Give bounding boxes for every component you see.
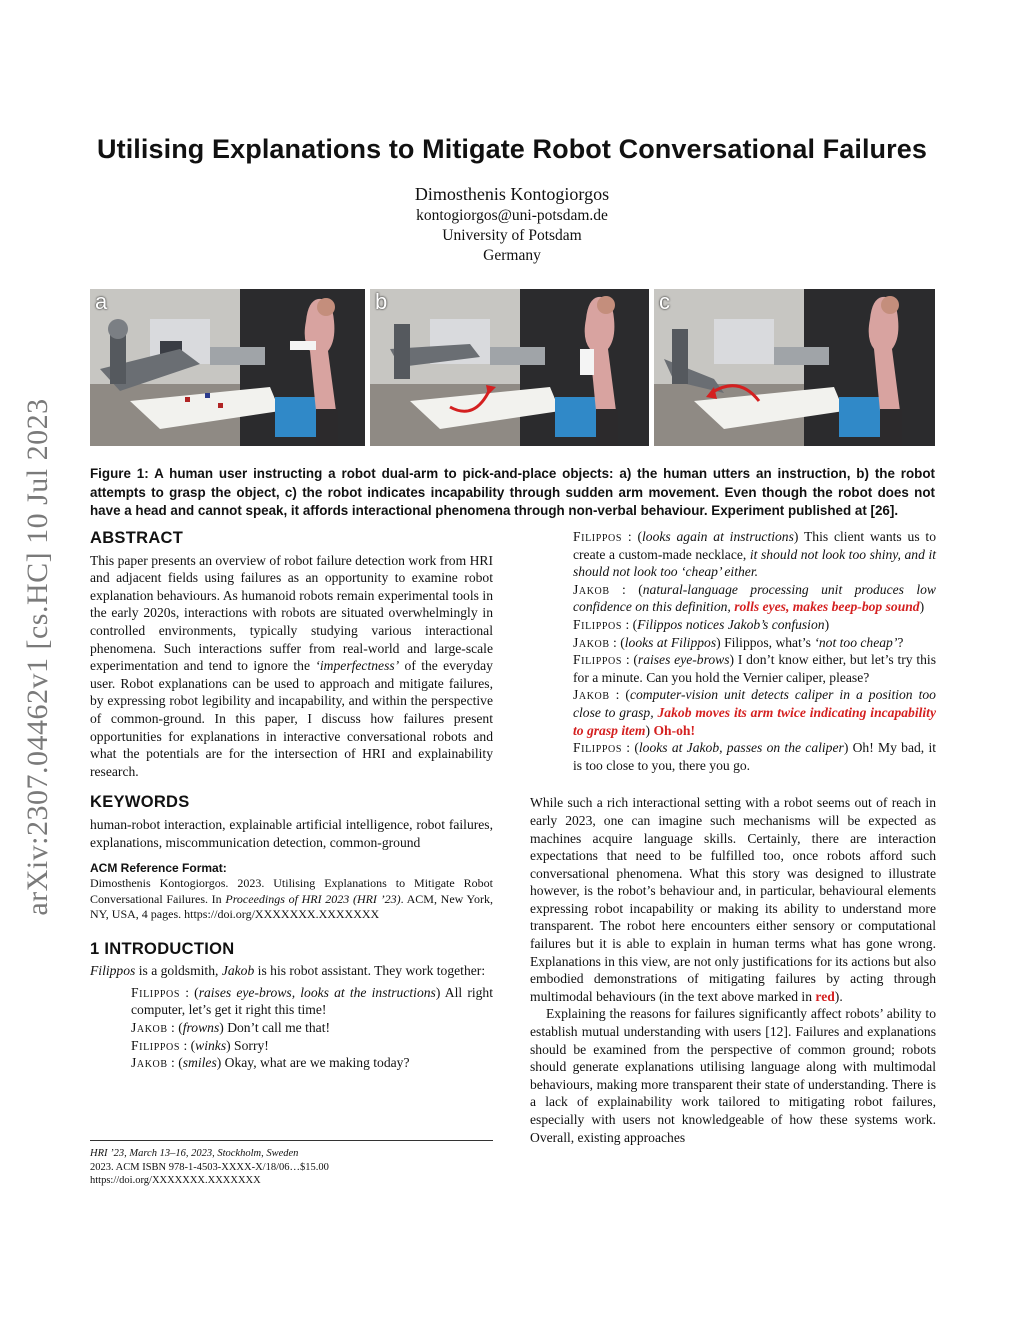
utterance-italic: it should not look too shiny, and it should not look too ‘cheap’ either. [573,546,937,580]
dialogue-line: Filippos : (looks at Jakob, passes on the caliper) Oh! My bad, it is too close to you, there you go. [573,740,937,773]
author-institution: University of Potsdam [442,227,582,244]
speaker-name: Filippos [573,652,623,668]
utterance: This client wants us to create a custom-made necklace, [573,529,936,562]
body-paragraph-1-text: While such a rich interactional setting with a robot seems out of reach in early 2023, one can imagine such mechanisms will be expected as machines acquire language skills. Certainly, there are interaction expectations that need to be fulfilled too, once robots afford such conversational phenomena. What this story was designed to illustrate however, is the robot’s behaviour and, in particular, behavioural elements expressing robot incapability or making its ability to understand more transparent. The robot here encounters either sensory or computational failures but it is able to explain in human terms what has gone wrong. Explanations in this view, are not only justifications for its actions but also embodied demonstrations of mitigating failures by acting through multimodal behaviours (in the text above marked in [530,795,936,1004]
panel-label-a: a [95,289,108,314]
stage-direction: computer-vision unit detects caliper in a position too close to grasp, [573,687,936,720]
dialogue-line: Filippos : (raises eye-brows, looks at the instructions) All right computer, let’s get it right this time! [131,984,494,1018]
footnote-venue [90,1147,493,1161]
speaker-name: Jakob [131,1055,168,1071]
red-highlight: rolls eyes, makes beep-bop sound [734,599,920,615]
utterance: Oh! My bad, it is too close to you, there you go. [573,740,937,773]
abstract-text-part2: of the everyday user. Robot explanations can be used to approach and mitigate failures, by expressing robot legibility and incapability, and within the perspective of common-ground. In this paper, I discuss how failures present opportunities for explanations in interactive conversational robots and what the potentials are for the intersection of HRI and explainability research. [90,658,493,779]
speaker-name: Filippos [131,984,181,1000]
dialogue-line: Jakob : (smiles) Okay, what are we making today? [131,1055,410,1071]
dialogue-line: Jakob : (natural-language processing unit produces low confidence on this definition, rolls eyes, makes beep-bop sound) [573,581,936,615]
speaker-name: Filippos [131,1037,181,1053]
stage-direction: raises eye-brows, looks at the instructions [198,984,436,1000]
red-highlight: Jakob moves its arm twice indicating incapability to grasp item [573,704,936,738]
utterance-end: ? [897,634,904,650]
speaker-name: Filippos [573,740,623,756]
author-email: kontogiorgos@uni-potsdam.de [416,207,608,224]
author-block [300,182,724,266]
footnote [90,1140,493,1188]
intro-name-jakob: Jakob [221,963,255,979]
dialogue-line: Jakob : (computer-vision unit detects caliper in a position too close to grasp, Jakob moves its arm twice indicating incapability to grasp item) Oh-oh! [573,687,936,738]
body-paragraph-1 [530,794,936,1005]
right-column [530,528,936,1146]
paper-title: Utilising Explanations to Mitigate Robot Conversational Failures [97,134,927,164]
intro-text-mid: is a goldsmith, [135,963,222,979]
utterance: Filippos, what’s [720,634,815,650]
keywords-heading: KEYWORDS [90,793,190,812]
dialogue-right [530,528,936,774]
author-name: Dimosthenis Kontogiorgos [414,184,610,204]
stage-direction: raises eye-brows [637,652,730,668]
acm-ref-part2: . ACM, New York, NY, USA, 4 pages. https://doi.org/XXXXXXX.XXXXXXX [90,891,494,922]
stage-direction: smiles [182,1055,217,1071]
figure-1 [90,289,935,446]
abstract-italic: ‘imperfectness’ [315,658,400,674]
acm-ref-italic: Proceedings of HRI 2023 (HRI ’23) [225,891,401,906]
dialogue-line: Jakob : (frowns) Don’t call me that! [131,1019,330,1035]
speaker-name: Jakob [131,1019,168,1035]
dialogue-line: Filippos : (winks) Sorry! [131,1037,269,1053]
body-paragraph-1-end: ). [834,988,843,1004]
panel-c-photo [654,289,935,446]
arxiv-identifier: arXiv:2307.04462v1 [cs.HC] 10 Jul 2023 [21,398,54,916]
footnote-doi: https://doi.org/XXXXXXX.XXXXXXX [90,1175,261,1186]
utterance-italic: ‘not too cheap’ [814,634,898,650]
intro-paragraph [90,962,493,980]
speaker-name: Jakob [573,634,610,650]
speaker-name: Jakob [573,687,610,703]
author-country: Germany [483,247,541,264]
footnote-venue-text: HRI ’23, March 13–16, 2023, Stockholm, Sweden [90,1148,299,1159]
figure-caption: Figure 1: A human user instructing a robot dual-arm to pick-and-place objects: a) the human utters an instruction, b) the robot attempts to grasp the object, c) the robot indicates incapability through sudden arm movement. Even though the robot does not have a head and cannot speak, it affords interactional phenomena through non-verbal behaviour. Experiment published at [26]. [90,466,935,518]
acm-ref-part1: Dimosthenis Kontogiorgos. 2023. Utilising Explanations to Mitigate Robot Conversational Failures. In [90,876,493,906]
panel-label-c: c [659,289,670,314]
stage-direction: looks again at instructions [642,529,794,544]
figure-panel-a [90,289,365,446]
intro-text-end: is his robot assistant. They work together: [254,963,486,979]
body-paragraph-2: Explaining the reasons for failures significantly affect robots’ ability to establish mutual understanding with users [12]. Failures and explanations should be examined from the perspective of common ground; robots should generate explanations utilising language along with multimodal behaviours, making more transparent their state of understanding. There is a lack of explainability work tailored to mitigating robot failures, especially with users not knowledgeable of how these systems work. Overall, existing approaches [530,1006,936,1145]
red-word: red [815,988,835,1004]
red-exclamation: Oh-oh! [653,722,695,738]
panel-label-b: b [375,289,388,314]
speaker-name: Filippos [573,529,623,544]
abstract-text-part1: This paper presents an overview of robot failure detection work from HRI and adjacent fields using failures as an opportunity to examine robot explanation behaviours. As humanoid robots remain experimental tools in the early 2020s, interactions with robots are situated overwhelmingly in controlled environments, typically studying various interactional phenomena. Such interactions suffer from real-world and large-scale experimentation and tend to ignore the [90,552,493,674]
stage-direction: looks at Jakob, passes on the caliper [638,740,844,756]
dialogue-line: Jakob : (looks at Filippos) Filippos, what’s ‘not too cheap’? [573,634,904,650]
figure-panel-c [654,289,935,446]
left-column [90,528,493,1072]
keywords-text: human-robot interaction, explainable artificial intelligence, robot failures, explanations, miscommunication detection, common-ground [90,816,493,850]
stage-direction: frowns [182,1019,220,1035]
acm-reference-text [90,876,493,923]
arxiv-stamp [18,372,58,942]
dialogue-line: Filippos : (looks again at instructions) This client wants us to create a custom-made necklace, it should not look too shiny, and it should not look too ‘cheap’ either. [573,529,937,580]
dialogue-line: Filippos : (Filippos notices Jakob’s confusion) [573,616,830,632]
dialogue-left [90,984,493,1072]
stage-direction: natural-language processing unit produces low confidence on this definition, [573,581,936,615]
stage-direction: Filippos notices Jakob’s confusion [637,616,825,632]
intro-name-filippos: Filippos [90,963,136,979]
footnote-isbn: 2023. ACM ISBN 978-1-4503-XXXX-X/18/06…$15.00 [90,1161,329,1173]
figure-panel-b [370,289,649,446]
utterance: I don’t know either, but let’s try this for a minute. Can you hold the Vernier caliper, please? [573,652,936,685]
acm-reference-heading: ACM Reference Format: [90,861,227,876]
utterance: All right computer, let’s get it right this time! [131,984,494,1018]
abstract-text [90,552,493,781]
abstract-heading: ABSTRACT [90,529,184,547]
utterance: Okay, what are we making today? [221,1055,410,1071]
introduction-heading: 1 INTRODUCTION [90,939,235,958]
speaker-name: Jakob [573,581,610,597]
utterance: Sorry! [230,1037,269,1053]
dialogue-line: Filippos : (raises eye-brows) I don’t know either, but let’s try this for a minute. Can you hold the Vernier caliper, please? [573,652,936,685]
stage-direction: winks [195,1037,227,1053]
panel-b-photo [370,289,649,446]
speaker-name: Filippos [573,616,623,632]
stage-direction: looks at Filippos [624,634,717,650]
utterance: Don’t call me that! [223,1019,330,1035]
panel-a-photo [90,289,365,446]
